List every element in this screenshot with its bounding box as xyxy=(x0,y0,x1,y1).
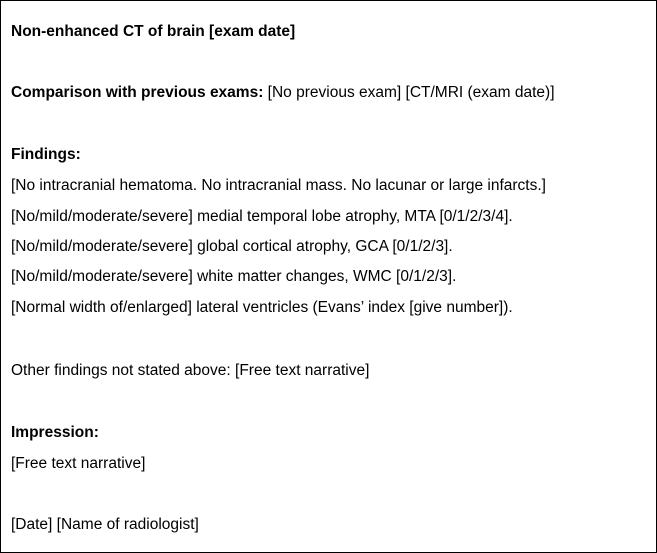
findings-line: [No intracranial hematoma. No intracranial mass. No lacunar or large infarcts.] xyxy=(11,177,546,194)
findings-line: [No/mild/moderate/severe] global cortical atrophy, GCA [0/1/2/3]. xyxy=(11,238,453,255)
impression-heading: Impression: xyxy=(11,424,99,441)
report-title: Non-enhanced CT of brain [exam date] xyxy=(11,23,296,40)
impression-text: [Free text narrative] xyxy=(11,455,146,472)
comparison-label: Comparison with previous exams: xyxy=(11,84,264,101)
other-findings: Other findings not stated above: [Free text narrative] xyxy=(11,362,370,379)
signature-line: [Date] [Name of radiologist] xyxy=(11,516,199,533)
comparison-value: [No previous exam] [CT/MRI (exam date)] xyxy=(263,84,555,101)
findings-line: [No/mild/moderate/severe] medial temporal lobe atrophy, MTA [0/1/2/3/4]. xyxy=(11,208,513,225)
findings-heading: Findings: xyxy=(11,146,81,163)
findings-line: [No/mild/moderate/severe] white matter changes, WMC [0/1/2/3]. xyxy=(11,268,457,285)
comparison-line xyxy=(11,84,555,102)
findings-line: [Normal width of/enlarged] lateral ventricles (Evans’ index [give number]). xyxy=(11,299,513,316)
